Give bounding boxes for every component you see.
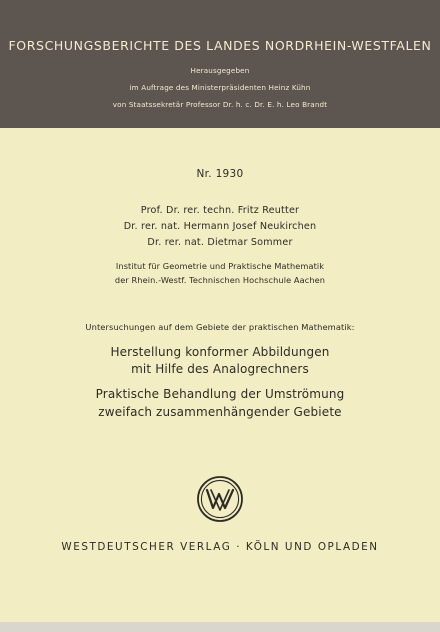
institute-line-2: der Rhein.-Westf. Technischen Hochschule Aachen bbox=[114, 275, 326, 285]
author-1: Prof. Dr. rer. techn. Fritz Reutter bbox=[140, 205, 300, 216]
title-line-3: Praktische Behandlung der Umströmung bbox=[95, 387, 345, 401]
westdeutscher-verlag-logo-icon bbox=[195, 474, 245, 524]
editor-line-3: von Staatssekretär Professor Dr. h. c. Dr. E. h. Leo Brandt bbox=[112, 100, 328, 109]
author-2: Dr. rer. nat. Hermann Josef Neukirchen bbox=[123, 221, 317, 232]
author-3: Dr. rer. nat. Dietmar Sommer bbox=[147, 237, 293, 248]
series-title: FORSCHUNGSBERICHTE DES LANDES NORDRHEIN-WESTFALEN bbox=[8, 38, 432, 53]
title-line-1: Herstellung konformer Abbildungen bbox=[110, 345, 330, 359]
report-number: Nr. 1930 bbox=[196, 168, 244, 180]
title-line-2: mit Hilfe des Analogrechners bbox=[131, 362, 309, 376]
publisher-line: WESTDEUTSCHER VERLAG · KÖLN UND OPLADEN bbox=[61, 541, 379, 553]
editor-line-1: Herausgegeben bbox=[190, 66, 250, 75]
bottom-strip bbox=[0, 622, 440, 632]
editor-line-2: im Auftrage des Ministerpräsidenten Heinz Kühn bbox=[129, 83, 311, 92]
header-band bbox=[0, 0, 440, 128]
context-line: Untersuchungen auf dem Gebiete der praktischen Mathematik: bbox=[85, 322, 355, 332]
institute-line-1: Institut für Geometrie und Praktische Mathematik bbox=[115, 261, 325, 271]
title-line-4: zweifach zusammenhängender Gebiete bbox=[98, 405, 342, 419]
